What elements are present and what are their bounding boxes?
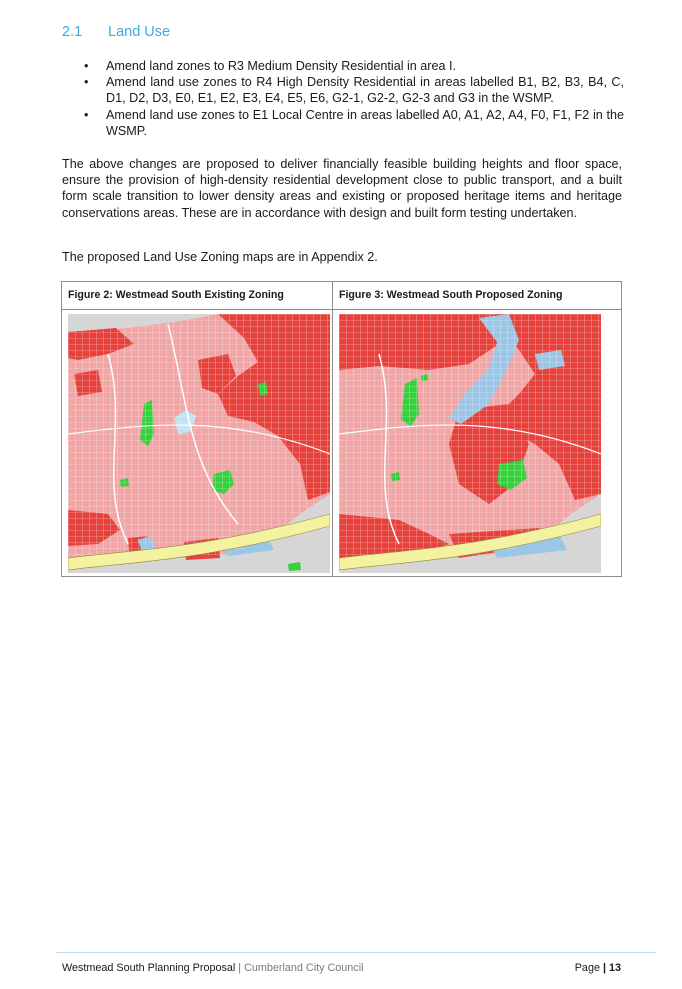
section-number: 2.1 — [62, 24, 83, 40]
list-item: • Amend land use zones to E1 Local Centre in areas labelled A0, A1, A2, A4, F0, F1, F2 in the WSMP. — [84, 107, 624, 139]
footer-page-number — [575, 962, 621, 974]
table-divider — [62, 309, 621, 310]
figure-caption-existing: Figure 2: Westmead South Existing Zoning — [68, 289, 284, 301]
section-title: Land Use — [108, 24, 171, 40]
appendix-reference: The proposed Land Use Zoning maps are in Appendix 2. — [62, 250, 378, 264]
footer-org: Cumberland City Council — [244, 962, 364, 974]
page-number: 13 — [608, 962, 621, 974]
proposed-zoning-map — [339, 314, 601, 573]
table-divider — [332, 282, 333, 576]
footer-separator: | — [238, 962, 242, 974]
page-label: Page — [574, 962, 600, 974]
footer-document-info — [62, 962, 364, 974]
footer-doc-title: Westmead South Planning Proposal — [62, 962, 236, 974]
figure-table — [61, 281, 622, 577]
body-paragraph: The above changes are proposed to deliver financially feasible building heights and floor space, ensure the provision of high-density residential development close to public transport, and a built form scale transition to lower density areas and existing or proposed heritage items and heritage conservations areas. These are in accordance with design and built form testing undertaken. — [62, 157, 622, 220]
list-item: • Amend land zones to R3 Medium Density Residential in area I. — [84, 58, 624, 74]
figure-caption-proposed: Figure 3: Westmead South Proposed Zoning — [339, 289, 563, 301]
section-heading — [62, 24, 170, 40]
bullet-list — [84, 58, 624, 139]
footer-divider — [56, 952, 656, 953]
existing-zoning-map — [68, 314, 330, 573]
list-item: • Amend land use zones to R4 High Density Residential in areas labelled B1, B2, B3, B4, C, D1, D2, D3, E0, E1, E2, E3, E4, E5, E6, G2-1, G2-2, G2-3 and G3 in the WSMP. — [84, 74, 624, 106]
page-separator: | — [602, 962, 606, 974]
